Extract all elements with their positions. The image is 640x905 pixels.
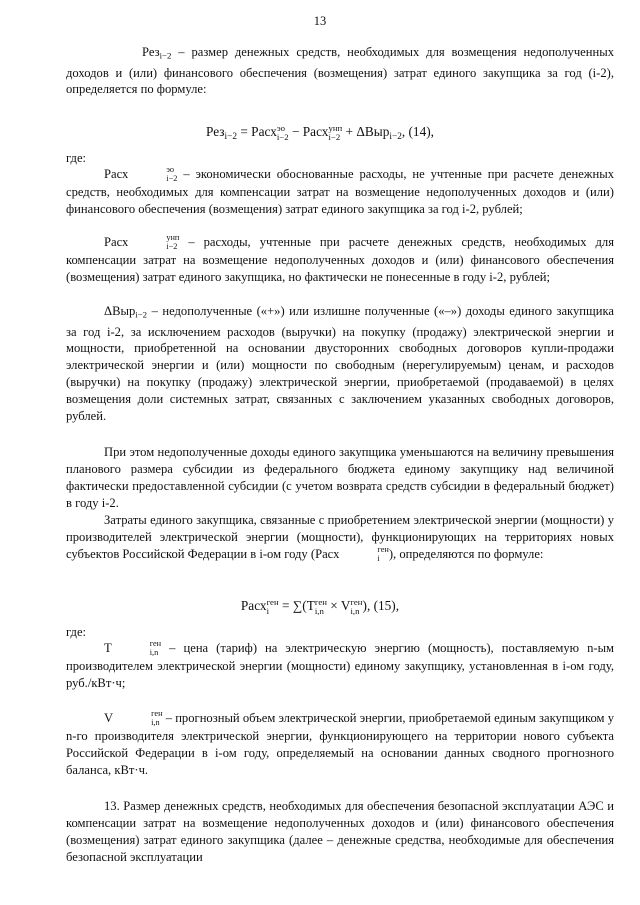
definition-text: – экономически обоснованные расходы, не учтенные при расчете денежных средств, необходимых для компенсации затрат на возмещение недополученных доходов и (или) финансового обеспечения (возмещения) затрат единого закупщика за год i-2, рублей; (66, 167, 614, 216)
formula-subscript: i (266, 605, 270, 616)
formula-operator: + (342, 124, 357, 139)
formula-number: , (15), (366, 598, 400, 613)
symbol-base: T (104, 641, 112, 655)
formula-superscript: унп (328, 122, 343, 133)
definition-dvyr (66, 303, 614, 425)
symbol-superscript: ген (149, 639, 162, 649)
symbol-subscript: i−2 (166, 242, 178, 252)
symbol-supsub (113, 710, 162, 727)
definition-volume (66, 710, 614, 779)
formula-subscript: i,n (314, 605, 324, 616)
symbol-subscript: i,n (151, 718, 160, 728)
symbol-base: Рез (142, 45, 160, 59)
paragraph-rez-definition (66, 44, 614, 98)
symbol-subscript: i (377, 553, 380, 563)
formula-term: T (306, 598, 315, 613)
formula-subscript: i−2 (224, 131, 238, 142)
where-label: где: (66, 151, 87, 165)
formula-14 (0, 122, 640, 147)
formula-term: Рез (205, 124, 225, 139)
formula-superscript: ген (266, 596, 279, 607)
formula-superscript: ген (350, 596, 363, 607)
formula-term: ΔВыр (356, 124, 390, 139)
formula-paren: ) (362, 598, 367, 613)
formula-term: Расх (251, 124, 277, 139)
definition-text: – недополученные («+») или излишне полученные («–») доходы единого закупщика за год i-2, за исключением расходов (выручки) на покупку (продажу) электрической энергии и мощности, приобретенной на основании двусторонних свободных договоров купли-продажи электрической энергии и (или) мощности по свободным (нерегулируемым) ценам, и расходов (выручки) на покупку (продажу) электрической энергии, приобретаемой (продаваемой) в целях возмещения доли системных затрат, связанных с заключением указанных свободных договоров, рублей. (66, 304, 614, 424)
formula-term: Расх (240, 598, 267, 613)
symbol-base: Расх (104, 235, 129, 249)
paragraph-text: – размер денежных средств, необходимых для возмещения недополученных доходов и (или) финансового обеспечения (возмещения) затрат единого закупщика за год (i-2), определяется по формуле: (66, 45, 614, 97)
symbol-subscript: i−2 (166, 174, 178, 184)
paragraph-text: ), определяются по формуле: (388, 546, 544, 561)
formula-subscript: i−2 (276, 131, 289, 142)
symbol-base: V (104, 711, 114, 725)
symbol-subscript: i−2 (135, 309, 148, 320)
symbol-supsub (128, 234, 179, 251)
formula-supsub (328, 124, 342, 142)
symbol-subscript: i−2 (159, 50, 172, 61)
formula-operator: − (288, 124, 303, 139)
definition-text: – прогнозный объем электрической энергии, приобретаемой единым закупщиком у n-го производителя электрической энергии, функционирующего на территории нового субъекта Российской Федерации в i-ом году, определяемый на основании данных сводного прогнозного баланса, кВт·ч. (66, 711, 614, 777)
symbol-rez (104, 44, 171, 65)
formula-supsub (267, 598, 279, 616)
symbol-superscript: ген (151, 709, 163, 719)
formula-subscript: i,n (350, 605, 360, 616)
formula-superscript: ген (314, 596, 327, 607)
page-number: 13 (313, 14, 327, 28)
formula-term: V (340, 598, 351, 613)
formula-subscript: i−2 (389, 131, 402, 142)
definition-text: – цена (тариф) на электрическую энергию (мощность), поставляемую n-ым производителем электрической энергии (мощности) единому закупщику, установленная в i-ом году, руб./кВт·ч; (66, 641, 614, 690)
symbol-superscript: ген (377, 545, 389, 555)
symbol-superscript: унп (166, 233, 180, 243)
symbol-supsub (339, 546, 388, 563)
formula-subscript: i−2 (328, 131, 341, 142)
formula-supsub (277, 124, 289, 142)
paragraph-costs (66, 512, 614, 564)
formula-operator: = (237, 124, 252, 139)
formula-number: , (14), (401, 124, 434, 139)
symbol-subscript: i,n (149, 648, 159, 658)
paragraph-13: 13. Размер денежных средств, необходимых для обеспечения безопасной эксплуатации АЭС и компенсации затрат на возмещение недополученных доходов и (или) финансового обеспечения (возмещения) затрат единого закупщика (далее – денежные средства, необходимые для обеспечения безопасной эксплуатации (66, 799, 614, 864)
symbol-supsub (128, 166, 177, 183)
formula-operator: × (326, 598, 341, 613)
definition-text: – расходы, учтенные при расчете денежных средств, необходимых для компенсации затрат на возмещение недополученных доходов и (или) финансового обеспечения (возмещения) затрат единого закупщика, но фактически не понесенные в году i-2, рублей; (66, 235, 614, 284)
paragraph-subsidy: При этом недополученные доходы единого закупщика уменьшаются на величину превышения планового размера субсидии из федерального бюджета единому закупщику над величиной фактически предоставленной субсидии (с учетом возврата средств субсидии в федеральный бюджет) в году i-2. (66, 445, 614, 510)
symbol-base: Расх (104, 167, 129, 181)
formula-sum: ∑( (292, 598, 307, 613)
formula-superscript: эо (276, 122, 285, 133)
definition-tariff (66, 640, 614, 692)
formula-operator: = (278, 598, 293, 613)
definition-rasx-zo (66, 166, 614, 218)
symbol-base: Расх (315, 546, 340, 561)
where-label: где: (66, 625, 87, 639)
formula-term: Расх (302, 124, 329, 139)
symbol-base: ΔВыр (104, 304, 136, 318)
symbol-superscript: эо (166, 165, 175, 175)
symbol-supsub (112, 640, 161, 657)
formula-15 (0, 596, 640, 616)
definition-rasx-unp (66, 234, 614, 286)
formula-supsub (350, 598, 362, 616)
paragraph-text: Затраты единого закупщика, связанные с приобретением электрической энергии (мощности) у производителей электрической энергии (мощности), функционирующих на территориях новых субъектов Российской Федерации в i-ом году ( (66, 513, 614, 561)
formula-supsub (315, 598, 327, 616)
